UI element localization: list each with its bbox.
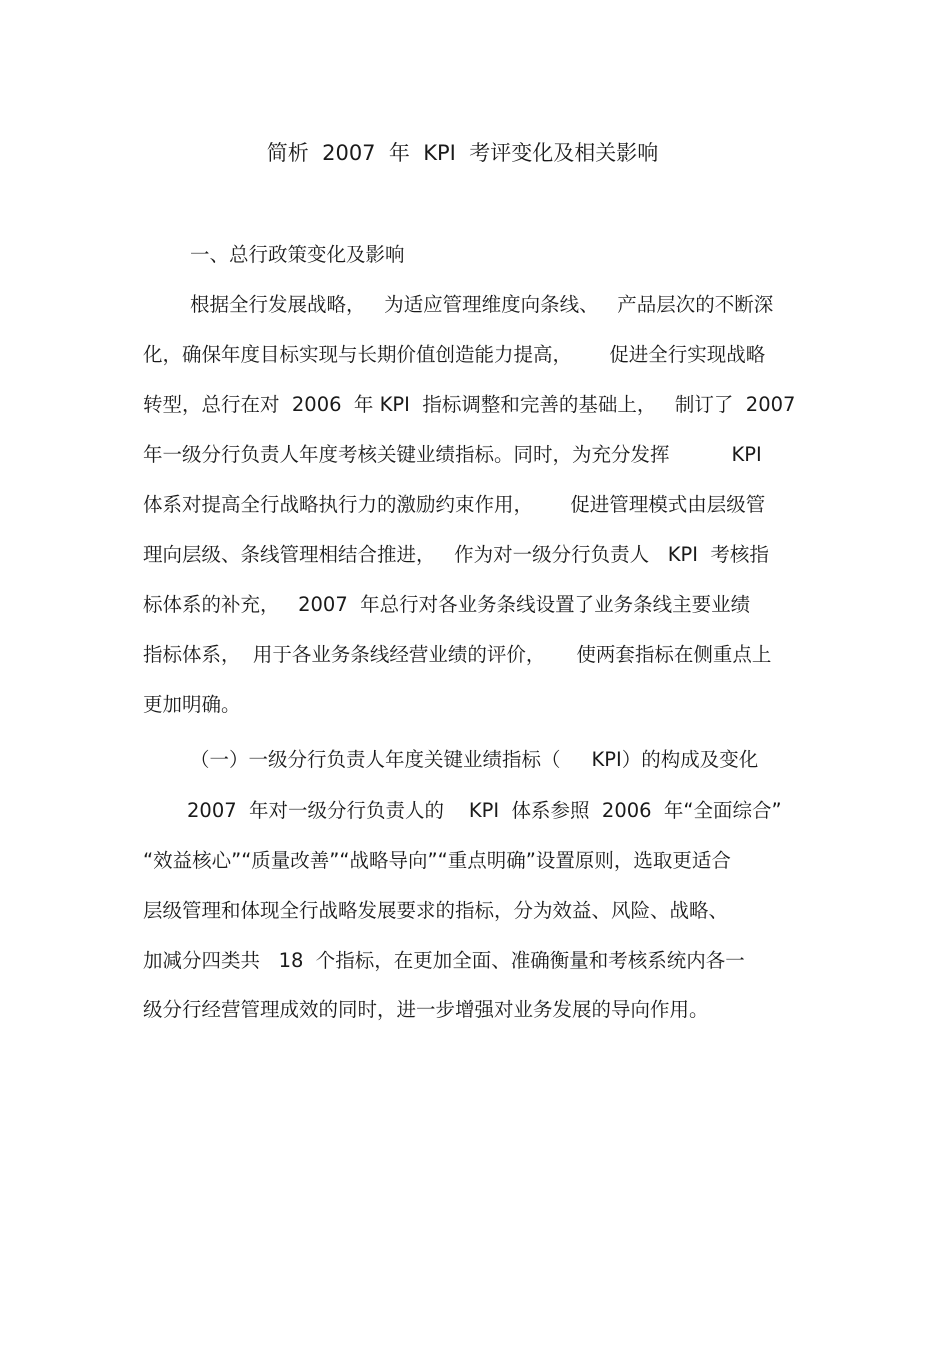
paragraph-1-line: 标体系的补充， 2007 年总行对各业务条线设置了业务条线主要业绩 [143, 593, 751, 616]
paragraph-1-line: 理向层级、条线管理相结合推进， 作为对一级分行负责人 KPI 考核指 [143, 543, 769, 566]
section-heading: 一、总行政策变化及影响 [190, 243, 405, 266]
paragraph-1-line: 转型，总行在对 2006 年 KPI 指标调整和完善的基础上， 制订了 2007 [143, 393, 796, 416]
paragraph-1-line: 指标体系， 用于各业务条线经营业绩的评价， 使两套指标在侧重点上 [143, 643, 772, 666]
paragraph-1-line: 根据全行发展战略， 为适应管理维度向条线、 产品层次的不断深 [190, 293, 774, 316]
document-title: 简析 2007 年 KPI 考评变化及相关影响 [266, 141, 659, 165]
paragraph-1-line: 更加明确。 [143, 693, 241, 716]
paragraph-2-line: 级分行经营管理成效的同时，进一步增强对业务发展的导向作用。 [143, 998, 709, 1021]
paragraph-2-line: 2007 年对一级分行负责人的 KPI 体系参照 2006 年“全面综合” [187, 799, 782, 822]
paragraph-1-line: 体系对提高全行战略执行力的激励约束作用， 促进管理模式由层级管 [143, 493, 766, 516]
subsection-heading: （一）一级分行负责人年度关键业绩指标（ KPI）的构成及变化 [190, 748, 759, 771]
paragraph-2-line: 层级管理和体现全行战略发展要求的指标，分为效益、风险、战略、 [143, 899, 729, 922]
paragraph-2-line: 加减分四类共 18 个指标，在更加全面、准确衡量和考核系统内各一 [143, 949, 745, 972]
paragraph-2-line: “效益核心”“质量改善”“战略导向”“重点明确”设置原则，选取更适合 [143, 849, 731, 872]
paragraph-1-line: 年一级分行负责人年度考核关键业绩指标。同时，为充分发挥 KPI [143, 443, 762, 466]
paragraph-1-line: 化，确保年度目标实现与长期价值创造能力提高， 促进全行实现战略 [143, 343, 766, 366]
